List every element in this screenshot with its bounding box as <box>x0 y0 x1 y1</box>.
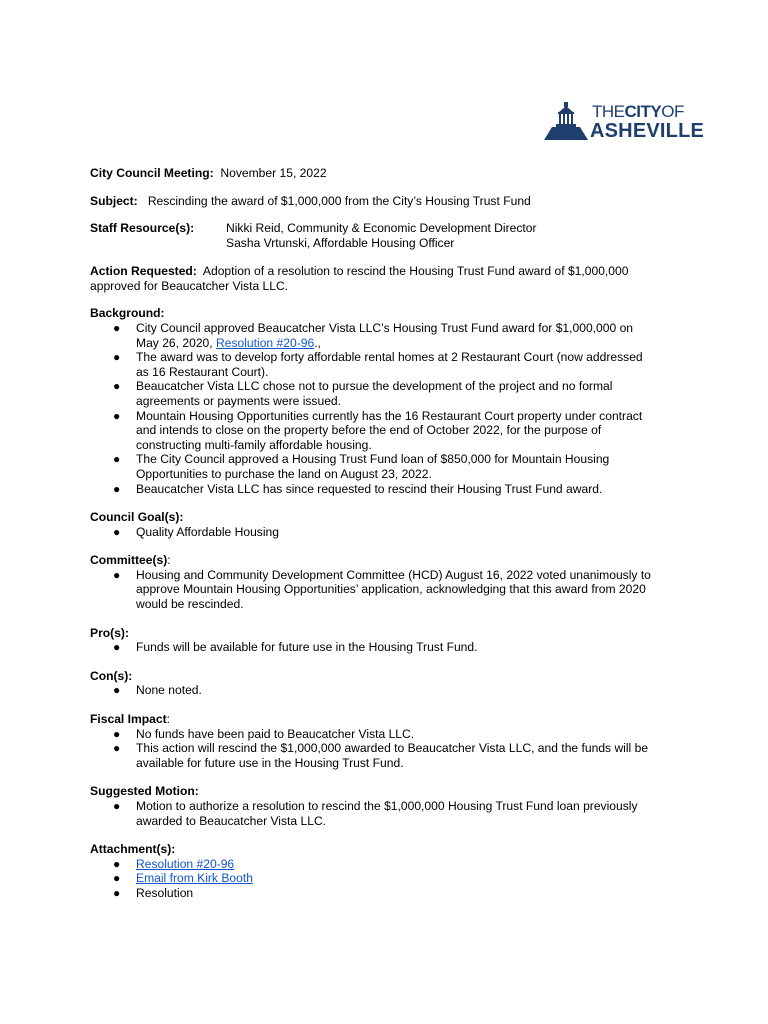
list-item: ● Resolution <box>113 885 194 900</box>
list-item: ● The award was to develop forty affordable rental homes at 2 Restaurant Court (now addressed as 16 Restaurant Court). <box>113 350 643 379</box>
list-item: ● Housing and Community Development Committee (HCD) August 16, 2022 voted unanimously to approve Mountain Housing Opportunities’ application, acknowledging that this award from 2020 would be rescinded. <box>113 567 651 612</box>
resolution-link[interactable]: Resolution #20-96 <box>216 335 315 350</box>
background-list <box>90 321 680 496</box>
suggested-motion-heading: Suggested Motion: <box>90 784 199 799</box>
fiscal-impact-list <box>90 727 680 771</box>
committee-list <box>90 568 680 612</box>
list-item: ● None noted. <box>113 683 202 698</box>
attachment-resolution-text: Resolution <box>136 885 194 900</box>
city-logo <box>544 102 705 142</box>
attachment-email-link[interactable]: Email from Kirk Booth <box>136 871 253 886</box>
subject-line: Subject: Rescinding the award of $1,000,000 from the City’s Housing Trust Fund <box>90 193 531 208</box>
logo-wordmark-asheville: ASHEVILLE <box>590 120 705 142</box>
staff-resources: Staff Resource(s): Nikki Reid, Community & Economic Development Director Sasha Vrtunski, Affordable Housing Officer <box>90 221 537 251</box>
memo-body <box>90 166 680 901</box>
committee-heading: Committee(s): <box>90 553 171 568</box>
meeting-line: City Council Meeting: November 15, 2022 <box>90 166 327 180</box>
attachments-heading: Attachment(s): <box>90 842 176 857</box>
attachments-list <box>90 857 680 901</box>
list-item: ● Beaucatcher Vista LLC chose not to pursue the development of the project and no formal agreements or payments were issued. <box>113 379 613 408</box>
list-item: ● Mountain Housing Opportunities currently has the 16 Restaurant Court property under contract and intends to close on the property before the end of October 2022, for the purpose of constructing multi-family affordable housing. <box>113 408 643 452</box>
fiscal-impact-heading: Fiscal Impact: <box>90 712 171 727</box>
pros-list <box>90 640 680 655</box>
cons-list <box>90 683 680 698</box>
pros-heading: Pro(s): <box>90 625 129 640</box>
action-requested: Action Requested: Adoption of a resolution to rescind the Housing Trust Fund award of $1,000,000 approved for Beaucatcher Vista LLC. <box>90 264 629 293</box>
suggested-motion-list <box>90 799 680 828</box>
list-item: ● Quality Affordable Housing <box>113 524 279 539</box>
list-item: ● Beaucatcher Vista LLC has since requested to rescind their Housing Trust Fund award. <box>113 481 603 496</box>
logo-wordmark-top: THECITYOF <box>592 102 684 121</box>
list-item: ● City Council approved Beaucatcher Vista LLC’s Housing Trust Fund award for $1,000,000 on May 26, 2020, Resolution #20-96., <box>113 320 634 350</box>
list-item: ● Resolution #20-96 <box>113 856 235 871</box>
list-item: ● No funds have been paid to Beaucatcher Vista LLC. <box>113 726 415 741</box>
list-item: ● Funds will be available for future use in the Housing Trust Fund. <box>113 640 478 655</box>
list-item: ● This action will rescind the $1,000,000 awarded to Beaucatcher Vista LLC, and the funds will be available for future use in the Housing Trust Fund. <box>113 741 649 770</box>
list-item: ● Motion to authorize a resolution to rescind the $1,000,000 Housing Trust Fund loan previously awarded to Beaucatcher Vista LLC. <box>113 799 638 828</box>
list-item: ● The City Council approved a Housing Trust Fund loan of $850,000 for Mountain Housing Opportunities to purchase the land on August 23, 2022. <box>113 452 610 481</box>
attachment-resolution-link[interactable]: Resolution #20-96 <box>136 856 235 871</box>
background-heading: Background: <box>90 306 165 321</box>
list-item: ● Email from Kirk Booth <box>113 871 253 886</box>
cons-heading: Con(s): <box>90 668 133 683</box>
council-goals-heading: Council Goal(s): <box>90 510 184 525</box>
council-goals-list <box>90 525 680 540</box>
city-hall-icon <box>544 102 588 140</box>
